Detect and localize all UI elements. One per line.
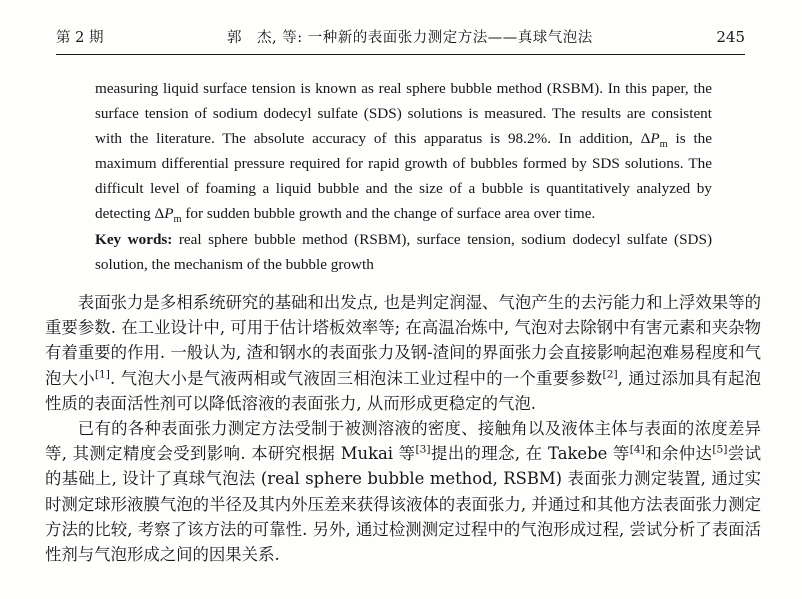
introduction-section [45, 290, 761, 567]
page-number: 245 [716, 28, 745, 46]
abstract-text: measuring liquid surface tension is known as real sphere bubble method (RSBM). In this paper, the surface tension of sodium dodecyl sulfate (SDS) solutions is measured. The results are consistent with the literature. The absolute accuracy of this apparatus is 98.2%. In addition, $\Delta P_m$ is the maximum differential pressure required for rapid growth of bubbles formed by SDS solutions. The difficult level of foaming a liquid bubble and the size of a bubble is quantitatively analyzed by detecting $\Delta P_m$ for sudden bubble growth and the change of surface area over time. [95, 80, 713, 226]
intro-paragraph-2: 已有的各种表面张力测定方法受制于被测溶液的密度、接触角以及液体主体与表面的浓度差异等, 其测定精度会受到影响. 本研究根据 Mukai 等[3]提出的理念, 在 Takebe 等[4]和余仲达[5]尝试的基础上, 设计了真球气泡法 (real sphere bubble method, RSBM) 表面张力测定装置, 通过实时测定球形液膜气泡的半径及其内外压差来获得该液体的表面张力, 并通过和其他方法表面张力测定方法的比较, 考察了该方法的可靠性. 另外, 通过检测测定过程中的气泡形成过程, 尝试分析了表面活性剂与气泡形成之间的因果关系. [45, 419, 762, 565]
intro-paragraph-1: 表面张力是多相系统研究的基础和出发点, 也是判定润湿、气泡产生的去污能力和上浮效果等的重要参数. 在工业设计中, 可用于估计塔板效率等; 在高温冶炼中, 气泡对去除钢中有害元素和夹杂物有着重要的作用. 一般认为, 渣和钢水的表面张力及钢-渣间的界面张力会直接影响起泡难易程度和气泡大小[1]. 气泡大小是气液两相或气液固三相泡沫工业过程中的一个重要参数[2], 通过添加具有起泡性质的表面活性剂可以降低溶液的表面张力, 从而形成更稳定的气泡. [45, 293, 762, 413]
issue-label: 第 2 期 [56, 30, 104, 46]
abstract-section [95, 76, 712, 277]
keywords-line: Key words: real sphere bubble method (RSBM), surface tension, sodium dodecyl sulfate (SDS) solution, the mechanism of the bubble growth [95, 230, 712, 273]
running-title: 郭 杰, 等: 一种新的表面张力测定方法——真球气泡法 [227, 30, 593, 46]
page-header [56, 26, 745, 55]
